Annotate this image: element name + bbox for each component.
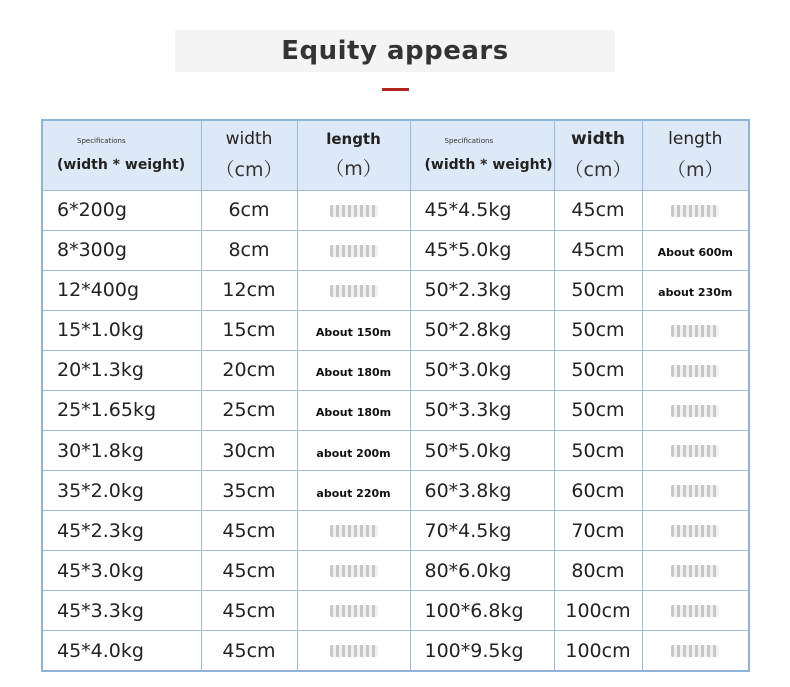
- width-header-label: width: [571, 128, 625, 149]
- width-value: 50cm: [571, 399, 625, 422]
- spec-value: 45*5.0kg: [424, 239, 512, 262]
- spec-cell: [410, 551, 554, 591]
- table-row: [42, 390, 749, 430]
- spec-value: 100*6.8kg: [424, 599, 524, 622]
- spec-header-left: [42, 120, 201, 190]
- length-cell: [642, 310, 749, 350]
- table-row: [42, 190, 749, 230]
- width-cell: [201, 310, 297, 350]
- length-value: about 200m: [316, 446, 391, 460]
- obscured-length-value: [330, 565, 378, 577]
- length-cell: [297, 591, 410, 631]
- spec-cell: [410, 190, 554, 230]
- width-cell: [201, 190, 297, 230]
- width-value: 15cm: [222, 319, 276, 342]
- spec-value: 30*1.8kg: [57, 439, 144, 462]
- length-header-right: [642, 120, 749, 190]
- obscured-length-value: [330, 245, 378, 257]
- width-cell: [554, 591, 642, 631]
- spec-cell: [42, 230, 201, 270]
- obscured-length-value: [671, 205, 719, 217]
- width-value: 8cm: [228, 239, 270, 262]
- spec-table-body: [42, 190, 749, 671]
- table-row: [42, 631, 749, 671]
- obscured-length-value: [671, 485, 719, 497]
- spec-cell: [42, 310, 201, 350]
- width-value: 45cm: [222, 599, 276, 622]
- length-cell: [297, 471, 410, 511]
- width-cell: [201, 230, 297, 270]
- length-value: About 150m: [315, 326, 392, 340]
- width-value: 45cm: [222, 559, 276, 582]
- obscured-length-value: [671, 605, 719, 617]
- width-value: 80cm: [571, 559, 625, 582]
- spec-value: 70*4.5kg: [424, 519, 512, 542]
- length-cell: [642, 230, 749, 270]
- length-cell: [297, 390, 410, 430]
- length-value: about 220m: [316, 486, 391, 500]
- table-row: [42, 511, 749, 551]
- spec-header-small: Specifications: [444, 137, 494, 146]
- width-header-label: width: [225, 128, 273, 149]
- spec-value: 8*300g: [57, 239, 127, 262]
- spec-value: 50*5.0kg: [424, 439, 512, 462]
- spec-value: 50*3.0kg: [424, 359, 512, 382]
- spec-cell: [42, 511, 201, 551]
- width-value: 50cm: [571, 279, 625, 302]
- spec-cell: [410, 511, 554, 551]
- length-value: About 600m: [657, 246, 733, 260]
- length-cell: [297, 430, 410, 470]
- spec-cell: [410, 350, 554, 390]
- width-cell: [554, 511, 642, 551]
- obscured-length-value: [671, 445, 719, 457]
- width-cell: [554, 390, 642, 430]
- spec-header-sub: (width * weight): [57, 157, 186, 174]
- width-cell: [554, 551, 642, 591]
- spec-header-right: [410, 120, 554, 190]
- spec-cell: [42, 551, 201, 591]
- spec-value: 45*2.3kg: [57, 519, 144, 542]
- spec-value: 50*2.8kg: [424, 319, 512, 342]
- title-accent-divider: [382, 88, 409, 91]
- width-cell: [554, 350, 642, 390]
- table-row: [42, 471, 749, 511]
- width-value: 45cm: [222, 639, 276, 662]
- width-cell: [201, 270, 297, 310]
- obscured-length-value: [671, 645, 719, 657]
- spec-cell: [42, 591, 201, 631]
- page-title: Equity appears: [281, 36, 509, 66]
- length-cell: [642, 430, 749, 470]
- spec-value: 60*3.8kg: [424, 479, 512, 502]
- width-value: 45cm: [222, 519, 276, 542]
- width-cell: [554, 310, 642, 350]
- spec-value: 100*9.5kg: [424, 639, 524, 662]
- length-value: about 230m: [658, 286, 733, 300]
- width-value: 50cm: [571, 439, 625, 462]
- width-cell: [554, 230, 642, 270]
- width-value: 6cm: [228, 199, 270, 222]
- length-cell: [642, 390, 749, 430]
- obscured-length-value: [330, 525, 378, 537]
- width-cell: [201, 551, 297, 591]
- spec-cell: [410, 631, 554, 671]
- spec-value: 45*3.3kg: [57, 599, 144, 622]
- width-cell: [201, 350, 297, 390]
- length-header-unit: （m）: [666, 158, 724, 181]
- width-value: 45cm: [571, 239, 625, 262]
- width-value: 60cm: [571, 479, 625, 502]
- spec-cell: [42, 390, 201, 430]
- width-header-unit: （cm）: [564, 158, 632, 181]
- width-cell: [554, 270, 642, 310]
- length-value: About 180m: [315, 406, 392, 420]
- length-header-unit: （m）: [325, 157, 382, 180]
- width-value: 12cm: [222, 279, 276, 302]
- width-header-left: [201, 120, 297, 190]
- obscured-length-value: [330, 645, 378, 657]
- width-cell: [554, 190, 642, 230]
- length-cell: [642, 350, 749, 390]
- obscured-length-value: [671, 365, 719, 377]
- width-cell: [201, 591, 297, 631]
- spec-cell: [410, 310, 554, 350]
- obscured-length-value: [671, 525, 719, 537]
- width-cell: [201, 430, 297, 470]
- width-value: 100cm: [565, 599, 631, 622]
- width-cell: [554, 430, 642, 470]
- spec-cell: [42, 430, 201, 470]
- spec-value: 12*400g: [57, 279, 140, 302]
- table-row: [42, 310, 749, 350]
- length-cell: [642, 270, 749, 310]
- obscured-length-value: [671, 405, 719, 417]
- spec-cell: [42, 471, 201, 511]
- width-cell: [554, 471, 642, 511]
- table-row: [42, 350, 749, 390]
- table-row: [42, 230, 749, 270]
- length-cell: [642, 190, 749, 230]
- length-value: About 180m: [315, 366, 392, 380]
- spec-value: 50*3.3kg: [424, 399, 512, 422]
- spec-cell: [410, 591, 554, 631]
- length-header-label: length: [326, 129, 381, 148]
- spec-table: [41, 119, 750, 672]
- obscured-length-value: [671, 565, 719, 577]
- spec-cell: [42, 350, 201, 390]
- obscured-length-value: [671, 325, 719, 337]
- width-cell: [201, 631, 297, 671]
- spec-value: 35*2.0kg: [57, 479, 144, 502]
- length-cell: [297, 631, 410, 671]
- width-value: 70cm: [571, 519, 625, 542]
- width-value: 35cm: [222, 479, 276, 502]
- length-cell: [642, 471, 749, 511]
- obscured-length-value: [330, 605, 378, 617]
- obscured-length-value: [330, 205, 378, 217]
- spec-value: 80*6.0kg: [424, 559, 512, 582]
- length-cell: [297, 511, 410, 551]
- length-cell: [297, 270, 410, 310]
- spec-cell: [410, 230, 554, 270]
- length-cell: [297, 310, 410, 350]
- length-cell: [297, 230, 410, 270]
- spec-cell: [410, 471, 554, 511]
- obscured-length-value: [330, 285, 378, 297]
- width-cell: [201, 390, 297, 430]
- width-header-unit: （cm）: [215, 158, 283, 181]
- width-value: 25cm: [222, 399, 276, 422]
- table-row: [42, 430, 749, 470]
- width-value: 50cm: [571, 319, 625, 342]
- spec-cell: [42, 190, 201, 230]
- width-value: 30cm: [222, 439, 276, 462]
- spec-value: 50*2.3kg: [424, 279, 512, 302]
- spec-value: 25*1.65kg: [57, 399, 157, 422]
- table-row: [42, 551, 749, 591]
- length-cell: [297, 350, 410, 390]
- table-row: [42, 591, 749, 631]
- spec-value: 45*4.5kg: [424, 199, 512, 222]
- title-banner: [175, 30, 615, 72]
- width-header-right: [554, 120, 642, 190]
- header-row: [42, 120, 749, 190]
- length-header-label: length: [668, 128, 723, 149]
- width-cell: [201, 471, 297, 511]
- spec-cell: [410, 430, 554, 470]
- spec-header-sub: (width * weight): [424, 157, 553, 174]
- spec-value: 45*4.0kg: [57, 639, 144, 662]
- spec-cell: [42, 631, 201, 671]
- width-cell: [554, 631, 642, 671]
- length-cell: [642, 511, 749, 551]
- width-value: 50cm: [571, 359, 625, 382]
- length-cell: [642, 591, 749, 631]
- spec-cell: [410, 270, 554, 310]
- length-cell: [297, 190, 410, 230]
- spec-value: 15*1.0kg: [57, 319, 144, 342]
- length-header-left: [297, 120, 410, 190]
- spec-value: 6*200g: [57, 199, 127, 222]
- length-cell: [297, 551, 410, 591]
- spec-value: 45*3.0kg: [57, 559, 144, 582]
- spec-value: 20*1.3kg: [57, 359, 144, 382]
- width-value: 20cm: [222, 359, 276, 382]
- spec-cell: [410, 390, 554, 430]
- length-cell: [642, 631, 749, 671]
- table-row: [42, 270, 749, 310]
- spec-cell: [42, 270, 201, 310]
- width-value: 100cm: [565, 639, 631, 662]
- width-value: 45cm: [571, 199, 625, 222]
- spec-header-small: Specifications: [77, 137, 126, 146]
- length-cell: [642, 551, 749, 591]
- width-cell: [201, 511, 297, 551]
